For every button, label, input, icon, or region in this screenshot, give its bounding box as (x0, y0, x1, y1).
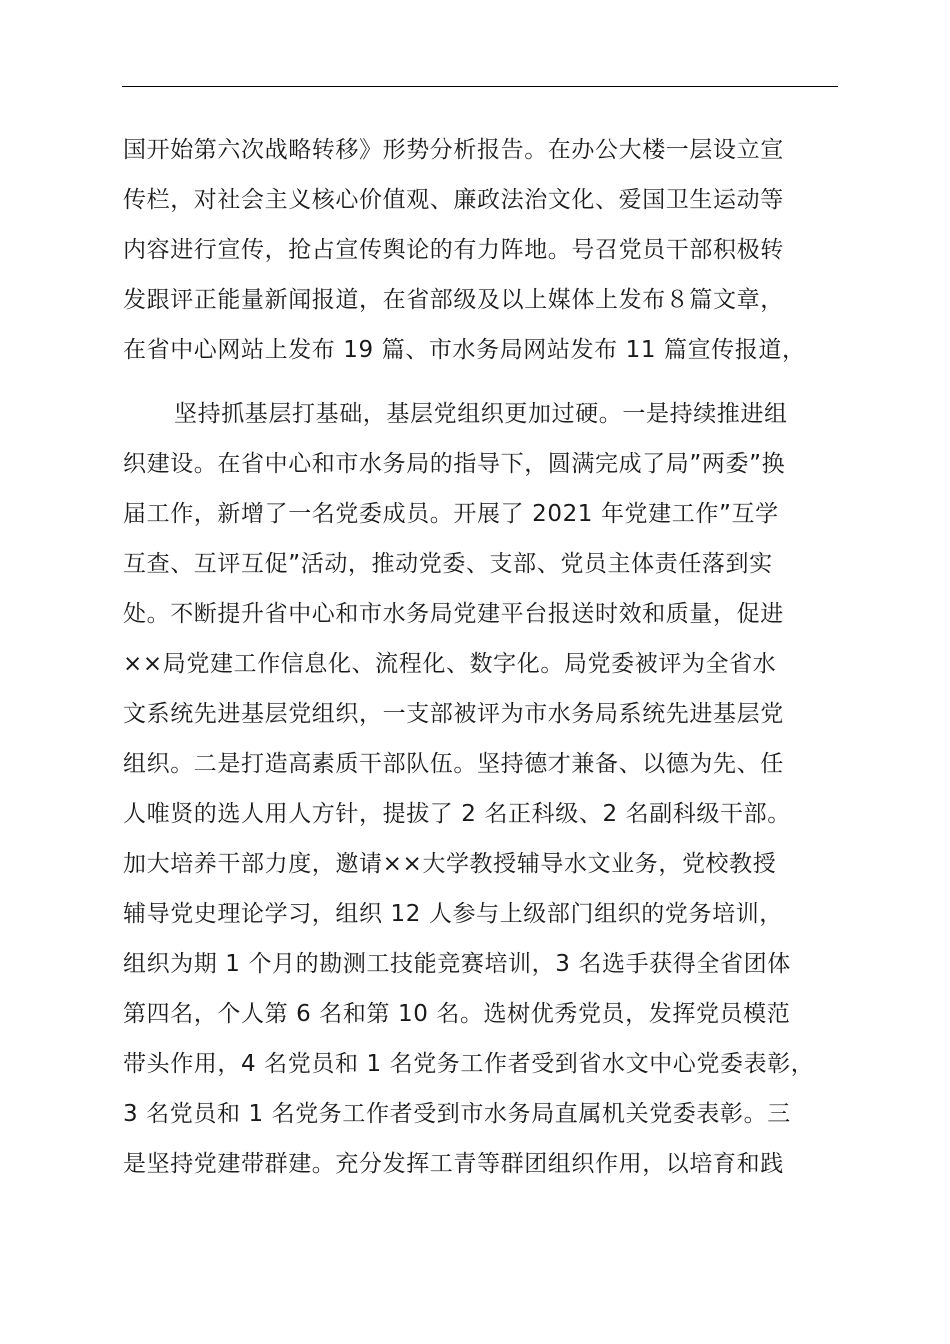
header-rule (122, 86, 838, 87)
text-line: 组织为期 1 个月的勘测工技能竞赛培训，3 名选手获得全省团体 (123, 951, 791, 977)
text-line: 3 名党员和 1 名党务工作者受到市水务局直属机关党委表彰。三 (123, 1101, 791, 1127)
text-line: 是坚持党建带群建。充分发挥工青等群团组织作用，以培育和践 (123, 1151, 784, 1177)
text-line: 组织。二是打造高素质干部队伍。坚持德才兼备、以德为先、任 (123, 751, 784, 777)
paragraph-first-line: 坚持抓基层打基础，基层党组织更加过硬。一是持续推进组 (174, 401, 788, 427)
text-line: 传栏，对社会主义核心价值观、廉政法治文化、爱国卫生运动等 (123, 187, 784, 213)
text-line: 处。不断提升省中心和市水务局党建平台报送时效和质量，促进 (123, 601, 784, 627)
text-line: 届工作，新增了一名党委成员。开展了 2021 年党建工作”互学 (123, 501, 779, 527)
text-line: 带头作用，4 名党员和 1 名党务工作者受到省水文中心党委表彰， (123, 1051, 815, 1077)
text-line: 发跟评正能量新闻报道，在省部级及以上媒体上发布８篇文章， (123, 287, 784, 313)
text-line: 在省中心网站上发布 19 篇、市水务局网站发布 11 篇宣传报道， (123, 337, 806, 363)
text-line: 第四名，个人第 6 名和第 10 名。选树优秀党员，发挥党员模范 (123, 1001, 791, 1027)
text-line: 文系统先进基层党组织，一支部被评为市水务局系统先进基层党 (123, 701, 784, 727)
text-line: 织建设。在省中心和市水务局的指导下，圆满完成了局”两委”换 (123, 451, 786, 477)
text-line: 人唯贤的选人用人方针，提拔了 2 名正科级、2 名副科级干部。 (123, 801, 791, 827)
text-line: 内容进行宣传，抢占宣传舆论的有力阵地。号召党员干部积极转 (123, 237, 784, 263)
text-line: 辅导党史理论学习，组织 12 人参与上级部门组织的党务培训， (123, 901, 783, 927)
text-line: ××局党建工作信息化、流程化、数字化。局党委被评为全省水 (123, 651, 777, 677)
text-line: 加大培养干部力度，邀请××大学教授辅导水文业务，党校教授 (123, 851, 777, 877)
text-line: 国开始第六次战略转移》形势分析报告。在办公大楼一层设立宣 (123, 137, 784, 163)
text-line: 互查、互评互促”活动，推动党委、支部、党员主体责任落到实 (123, 551, 773, 577)
